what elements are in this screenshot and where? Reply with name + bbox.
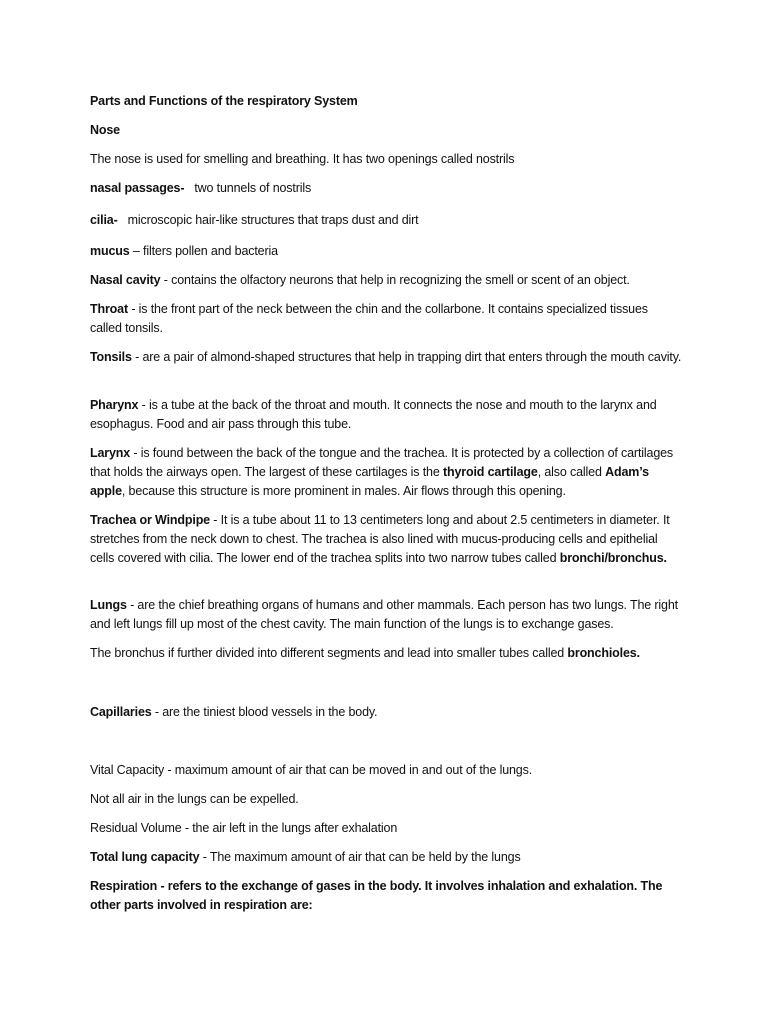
thyroid-cartilage-term: thyroid cartilage (442, 465, 538, 479)
capillaries-term: Capillaries (90, 705, 152, 719)
lungs-definition: - are the chief breathing organs of humans and other mammals. Each person has two lungs. The right and left lungs fill up most of the chest cavity. The main function of the lungs is to exchange gases. (90, 598, 678, 631)
lungs-term: Lungs (90, 598, 127, 612)
total-lung-capacity-term: Total lung capacity (90, 850, 200, 864)
larynx-definition-3: , because this structure is more prominent in males. Air flows through this opening. (121, 484, 566, 498)
total-lung-capacity-definition: - The maximum amount of air that can be held by the lungs (199, 850, 521, 864)
throat-definition: - is the front part of the neck between the chin and the collarbone. It contains specialized tissues called tonsils. (90, 302, 648, 335)
throat-paragraph (90, 300, 682, 338)
mucus-term: mucus (90, 244, 130, 258)
larynx-paragraph (90, 444, 682, 501)
larynx-term: Larynx (90, 446, 131, 460)
capillaries-paragraph (90, 703, 682, 722)
tonsils-definition: - are a pair of almond-shaped structures that help in trapping dirt that enters through the mouth cavity. (131, 350, 682, 364)
pharynx-paragraph (90, 396, 682, 434)
nasal-passages-paragraph (90, 179, 682, 198)
nasal-cavity-paragraph (90, 271, 682, 290)
tonsils-term: Tonsils (90, 350, 132, 364)
bronchus-paragraph (90, 644, 682, 663)
vital-capacity-paragraph: Vital Capacity - maximum amount of air that can be moved in and out of the lungs. (90, 763, 533, 777)
respiration-term: Respiration (90, 879, 158, 893)
throat-term: Throat (90, 302, 128, 316)
nasal-cavity-term: Nasal cavity (90, 273, 161, 287)
mucus-paragraph (90, 242, 682, 261)
trachea-paragraph (90, 511, 682, 568)
bronchi-term: bronchi/bronchus. (559, 551, 667, 565)
nose-paragraph: The nose is used for smelling and breathing. It has two openings called nostrils (90, 152, 515, 166)
respiration-paragraph (90, 877, 682, 915)
adams-apple-term: Adam’s apple (90, 465, 649, 498)
larynx-definition-1: - is found between the back of the tongue and the trachea. It is protected by a collection of cartilages that holds the airways open. The largest of these cartilages is the (90, 446, 674, 479)
mucus-definition: – filters pollen and bacteria (129, 244, 278, 258)
cilia-term: cilia- (90, 213, 118, 227)
heading-nose: Nose (90, 123, 120, 137)
respiration-definition: - refers to the exchange of gases in the body. It involves inhalation and exhalation. The other parts involved in respiration are: (90, 879, 663, 912)
cilia-paragraph (90, 211, 682, 230)
nasal-cavity-definition: - contains the olfactory neurons that help in recognizing the smell or scent of an object. (160, 273, 630, 287)
total-lung-capacity-paragraph (90, 848, 682, 867)
pharynx-definition: - is a tube at the back of the throat and mouth. It connects the nose and mouth to the larynx and esophagus. Food and air pass through this tube. (90, 398, 657, 431)
pharynx-term: Pharynx (90, 398, 139, 412)
lungs-paragraph (90, 596, 682, 634)
bronchioles-term: bronchioles. (567, 646, 640, 660)
trachea-term: Trachea or Windpipe (90, 513, 210, 527)
bronchus-text: The bronchus if further divided into different segments and lead into smaller tubes called (90, 646, 568, 660)
document-title: Parts and Functions of the respiratory System (90, 94, 358, 108)
tonsils-paragraph (90, 348, 682, 367)
larynx-definition-2: , also called (537, 465, 606, 479)
cilia-definition: microscopic hair-like structures that traps dust and dirt (127, 213, 419, 227)
nasal-passages-term: nasal passages- (90, 181, 185, 195)
not-all-air-paragraph: Not all air in the lungs can be expelled. (90, 792, 299, 806)
capillaries-definition: - are the tiniest blood vessels in the body. (151, 705, 378, 719)
trachea-definition: - It is a tube about 11 to 13 centimeters long and about 2.5 centimeters in diameter. It stretches from the neck down to chest. The trachea is also lined with mucus-producing cells and epithelial cells covered with cilia. The lower end of the trachea splits into two narrow tubes called (90, 513, 670, 565)
nasal-passages-definition: two tunnels of nostrils (194, 181, 312, 195)
residual-volume-paragraph: Residual Volume - the air left in the lungs after exhalation (90, 821, 398, 835)
